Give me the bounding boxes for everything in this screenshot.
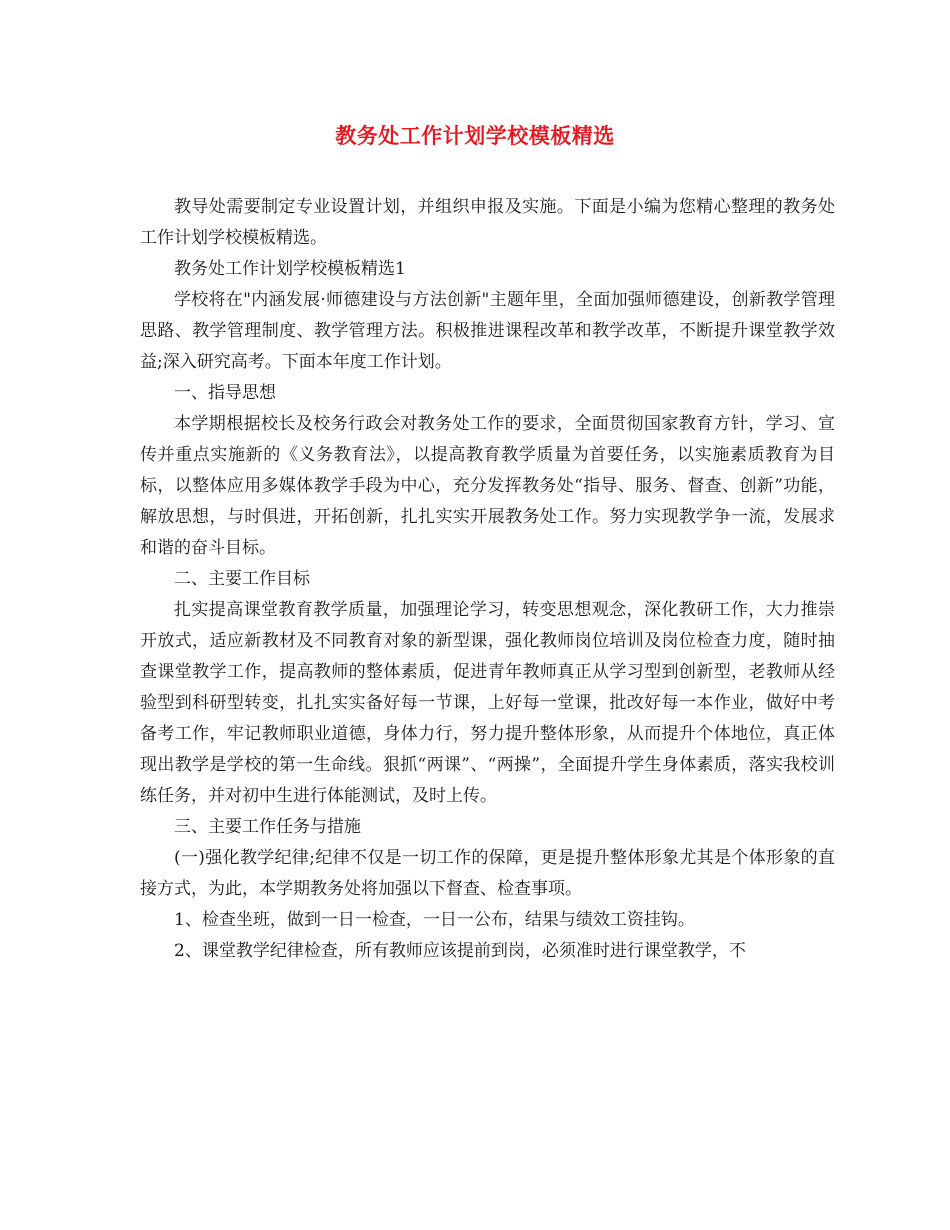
paragraph-teaching-discipline: (一)强化教学纪律;纪律不仅是一切工作的保障，更是提升整体形象尤其是个体形象的直接方式，为此，本学期教务处将加强以下督查、检查事项。 [140, 848, 835, 899]
section-heading-template-1: 教务处工作计划学校模板精选1 [174, 259, 406, 279]
section-heading-guiding-ideology: 一、指导思想 [174, 383, 276, 403]
paragraph-intro: 教导处需要制定专业设置计划，并组织申报及实施。下面是小编为您精心整理的教务处工作计划学校模板精选。 [140, 197, 835, 248]
list-item-attendance-check: 1、检查坐班，做到一日一检查，一日一公布，结果与绩效工资挂钩。 [174, 910, 695, 930]
document-title: 教务处工作计划学校模板精选 [335, 123, 615, 148]
section-heading-main-goals: 二、主要工作目标 [174, 569, 310, 589]
list-item-classroom-discipline: 2、课堂教学纪律检查，所有教师应该提前到岗，必须准时进行课堂教学，不 [174, 941, 746, 961]
paragraph-guiding-ideology: 本学期根据校长及校务行政会对教务处工作的要求，全面贯彻国家教育方针，学习、宣传并重点实施新的《义务教育法》，以提高教育教学质量为首要任务，以实施素质教育为目标，以整体应用多媒体教学手段为中心，充分发挥教务处“指导、服务、督查、创新”功能，解放思想，与时俱进，开拓创新，扎扎实实开展教务处工作。努力实现教学争一流，发展求和谐的奋斗目标。 [140, 414, 835, 558]
paragraph-main-goals: 扎实提高课堂教育教学质量，加强理论学习，转变思想观念，深化教研工作，大力推崇开放式，适应新教材及不同教育对象的新型课，强化教师岗位培训及岗位检查力度，随时抽查课堂教学工作，提高教师的整体素质，促进青年教师真正从学习型到创新型，老教师从经验型到科研型转变，扎扎实实备好每一节课，上好每一堂课，批改好每一本作业，做好中考备考工作，牢记教师职业道德，身体力行，努力提升整体形象，从而提升个体地位，真正体现出教学是学校的第一生命线。狠抓“两课”、“两操”，全面提升学生身体素质，落实我校训练任务，并对初中生进行体能测试，及时上传。 [140, 600, 835, 806]
section-heading-tasks-measures: 三、主要工作任务与措施 [174, 817, 361, 837]
paragraph-overview: 学校将在"内涵发展·师德建设与方法创新"主题年里，全面加强师德建设，创新教学管理思路、教学管理制度、教学管理方法。积极推进课程改革和教学改革，不断提升课堂教学效益;深入研究高考。下面本年度工作计划。 [140, 290, 835, 372]
document-body [140, 192, 835, 967]
